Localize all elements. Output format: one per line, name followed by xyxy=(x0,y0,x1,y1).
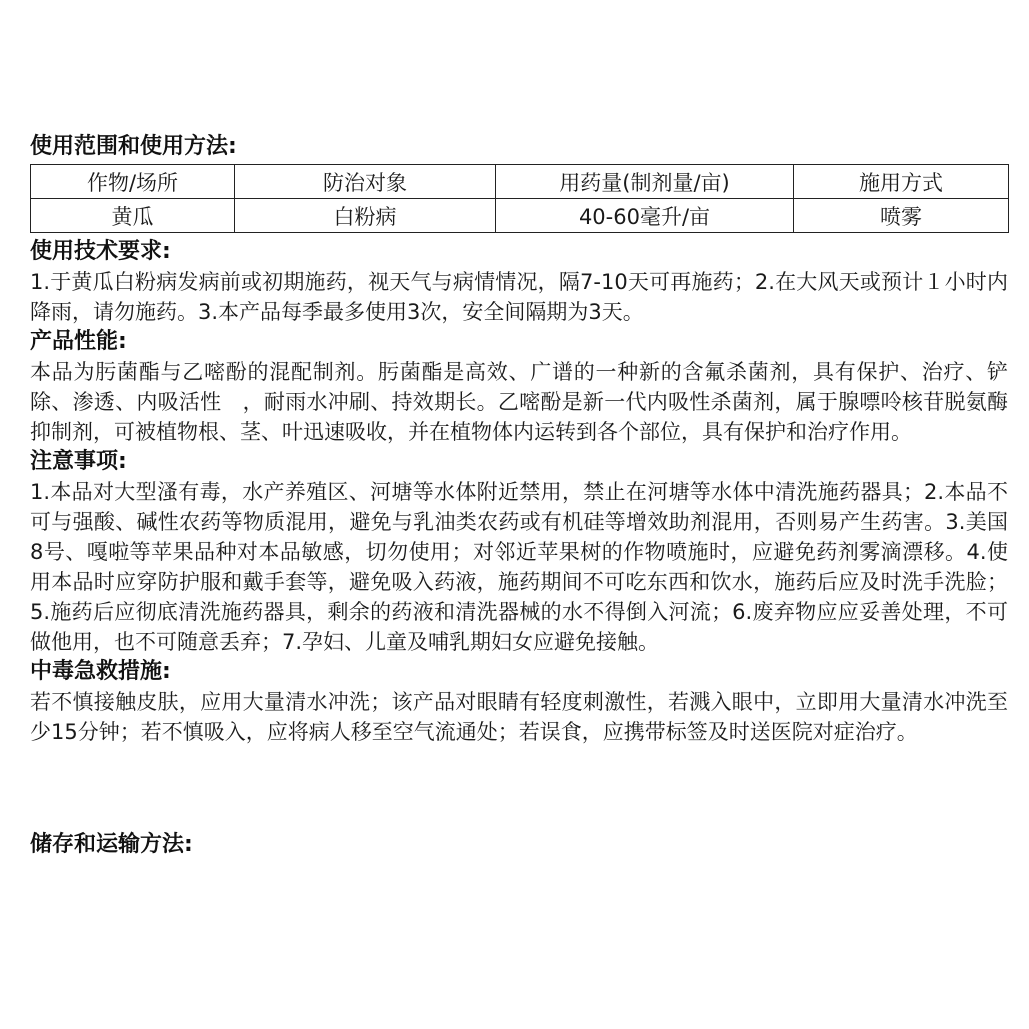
header-dosage: 用药量(制剂量/亩) xyxy=(496,165,794,199)
table-row xyxy=(31,199,1009,233)
storage-section-title-cutoff xyxy=(30,832,230,860)
notice-section-title: 注意事项: xyxy=(30,449,127,474)
usage-section-title: 使用范围和使用方法: xyxy=(30,134,237,159)
firstaid-text: 若不慎接触皮肤，应用大量清水冲洗；该产品对眼睛有轻度刺激性，若溅入眼中，立即用大量清水冲洗至少15分钟；若不慎吸入，应将病人移至空气流通处；若误食，应携带标签及时送医院对症治疗。 xyxy=(30,690,1008,744)
label-document xyxy=(30,132,1008,747)
header-method: 施用方式 xyxy=(794,165,1009,199)
storage-section-title: 储存和运输方法: xyxy=(30,832,193,857)
header-crop: 作物/场所 xyxy=(31,165,235,199)
cell-method: 喷雾 xyxy=(794,199,1009,233)
usage-table xyxy=(30,164,1009,233)
tech-text: 1.于黄瓜白粉病发病前或初期施药，视天气与病情情况，隔7-10天可再施药；2.在大风天或预计１小时内降雨，请勿施药。3.本产品每季最多使用3次，安全间隔期为3天。 xyxy=(30,270,1008,324)
performance-text: 本品为肟菌酯与乙嘧酚的混配制剂。肟菌酯是高效、广谱的一种新的含氟杀菌剂，具有保护、治疗、铲除、渗透、内吸活性 ，耐雨水冲刷、持效期长。乙嘧酚是新一代内吸性杀菌剂，属于腺嘌呤核苷脱氨酶抑制剂，可被植物根、茎、叶迅速吸收，并在植物体内运转到各个部位，具有保护和治疗作用。 xyxy=(30,360,1008,444)
notice-text: 1.本品对大型溞有毒，水产养殖区、河塘等水体附近禁用，禁止在河塘等水体中清洗施药器具；2.本品不可与强酸、碱性农药等物质混用，避免与乳油类农药或有机硅等增效助剂混用，否则易产生药害。3.美国8号、嘎啦等苹果品种对本品敏感，切勿使用；对邻近苹果树的作物喷施时，应避免药剂雾滴漂移。4.使用本品时应穿防护服和戴手套等，避免吸入药液，施药期间不可吃东西和饮水，施药后应及时洗手洗脸；5.施药后应彻底清洗施药器具，剩余的药液和清洗器械的水不得倒入河流；6.废弃物应应妥善处理，不可做他用，也不可随意丢弃；7.孕妇、儿童及哺乳期妇女应避免接触。 xyxy=(30,480,1008,654)
cell-target: 白粉病 xyxy=(235,199,496,233)
cell-dosage: 40-60毫升/亩 xyxy=(496,199,794,233)
cell-crop: 黄瓜 xyxy=(31,199,235,233)
performance-section-title: 产品性能: xyxy=(30,329,127,354)
table-header-row xyxy=(31,165,1009,199)
tech-section-title: 使用技术要求: xyxy=(30,239,171,264)
firstaid-section-title: 中毒急救措施: xyxy=(30,659,171,684)
header-target: 防治对象 xyxy=(235,165,496,199)
